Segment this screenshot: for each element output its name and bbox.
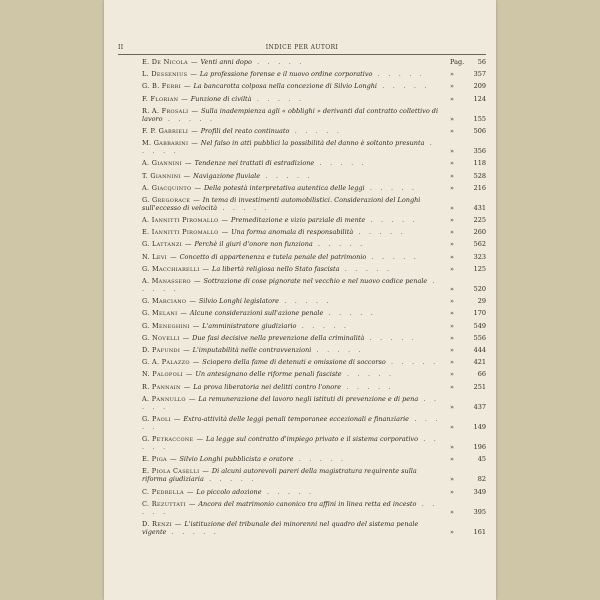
entry-author: G. Macchiarelli (142, 264, 200, 273)
entry-dash: — (192, 358, 200, 367)
entry-page (446, 346, 486, 354)
entry-dash: — (191, 139, 198, 148)
page-ref: 444 (473, 345, 486, 354)
page-ref: 395 (473, 507, 486, 516)
page-ref: 161 (473, 528, 486, 536)
entry-dash: — (170, 252, 177, 261)
page-prefix: » (450, 216, 454, 225)
dot-leader: . . . . . (261, 487, 315, 496)
entry-author: E. Piola Caselli (142, 467, 200, 476)
entry-page (446, 383, 486, 391)
entry-title: Sulla inadempienza agli « obblighi » derivanti dal contratto collettivo di lavoro (142, 106, 439, 123)
entry-title: Funzione di civiltà (190, 94, 252, 103)
entry-dash: — (174, 520, 182, 528)
entry-author: F. P. Gabrieli (142, 126, 189, 135)
entry-dash: — (194, 183, 201, 192)
entry-title: Lo piccolo adozione (196, 487, 262, 496)
entry-title: La libertà religiosa nello Stato fascista (212, 264, 340, 273)
dot-leader: . . . . . (366, 252, 420, 261)
entry-page (446, 240, 486, 248)
dot-leader: . . . . . (142, 499, 438, 516)
entry-page (446, 253, 486, 261)
page-prefix: » (450, 507, 454, 516)
page-ref: 45 (477, 455, 486, 464)
entry-author: A. Manassero (142, 277, 191, 285)
page-prefix: » (450, 240, 454, 249)
entry-dash: — (180, 309, 187, 318)
entry-dash: — (181, 94, 188, 103)
page-prefix: » (450, 321, 454, 330)
index-entry (142, 309, 486, 317)
running-title: INDICE PER AUTORI (265, 44, 339, 51)
page-prefix: » (450, 82, 454, 91)
entry-title: Una forma anomala di responsabilità (231, 228, 354, 237)
dot-leader: . . . . . (312, 240, 366, 249)
entry-dash: — (169, 455, 177, 464)
entry-dash: — (193, 277, 201, 285)
entry-title: Profili del reato continuato (200, 126, 290, 135)
dot-leader: . . . . . (339, 264, 393, 273)
entry-title: Concetto di appartenenza e tutela penale del patrimonio (179, 252, 367, 261)
entry-page (446, 508, 486, 516)
page-prefix: » (450, 183, 454, 192)
entry-page (446, 216, 486, 224)
dot-leader: . . . . . (341, 382, 394, 391)
entry-author: D. Pafundi (142, 345, 181, 354)
entry-dash: — (183, 171, 191, 180)
dot-leader: . . . . . (353, 228, 406, 237)
page-prefix: » (450, 114, 454, 123)
entry-author: G. Marciano (142, 297, 187, 306)
entry-title: Silvio Longhi legislatore (198, 297, 279, 306)
page-ref: 431 (473, 203, 486, 212)
page-prefix: » (450, 126, 454, 135)
page-ref: 170 (473, 309, 486, 318)
page-prefix: » (450, 228, 454, 237)
entry-title: L'amministratore giudiziario (202, 321, 297, 330)
entry-title: Sciopero della fame di detenuti e omissione di soccorso (202, 358, 386, 367)
entry-title: Premeditazione e vizio parziale di mente (231, 216, 366, 225)
index-entry (142, 70, 486, 78)
page-ref: 549 (473, 321, 486, 330)
entry-page (446, 322, 486, 330)
page-prefix: » (450, 475, 454, 484)
entry-author: L. Dessenius (142, 70, 188, 79)
entry-page (446, 172, 486, 180)
dot-leader: . . . . . (142, 414, 441, 431)
index-entry (142, 334, 486, 342)
page-prefix: » (450, 285, 454, 293)
page-ref: 323 (473, 252, 486, 261)
page-prefix: » (450, 358, 454, 367)
dot-leader: . . . . . (341, 370, 395, 379)
entry-dash: — (185, 370, 193, 379)
page-prefix: » (450, 455, 454, 464)
entry-dash: — (196, 435, 204, 444)
entry-page (446, 455, 486, 463)
entry-author: G. Gregorace (142, 195, 191, 204)
entry-title: Sottrazione di cose pignorate nel vecchio e nel nuovo codice penale (203, 277, 428, 285)
page-prefix: » (450, 70, 454, 79)
dot-leader: . . . . . (251, 58, 305, 66)
entry-title: Navigazione fluviale (193, 171, 261, 180)
page-prefix: » (450, 422, 454, 431)
entry-dash: — (182, 333, 190, 342)
entry-page (446, 528, 486, 536)
entry-title: Perchè il giuri d'onore non funziona (194, 240, 313, 249)
entry-title: Ancora del matrimonio canonico tra affini in linea retta ed incesto (198, 499, 417, 508)
entry-title: Della potestà interpretativa autentica delle leggi (203, 183, 365, 192)
entry-author: A. Iannitti Piromallo (142, 216, 219, 225)
index-entry (142, 455, 486, 463)
entry-title: Due fasi decisive nella prevenzione della criminalità (192, 333, 365, 342)
page-ref: 149 (473, 422, 486, 431)
page-prefix: » (450, 487, 454, 496)
entry-author: D. Renzi (142, 520, 172, 528)
entry-title: Alcune considerazioni sull'azione penale (189, 309, 324, 318)
entry-author: R. A. Frosali (142, 106, 189, 115)
page-ref: 528 (473, 171, 486, 180)
entry-page (446, 285, 486, 293)
entry-title: La professione forense e il nuovo ordine corporativo (199, 70, 373, 79)
dot-leader: . . . . . (142, 277, 438, 293)
entry-page (446, 370, 486, 378)
dot-leader: . . . . . (217, 203, 270, 212)
page-prefix: » (450, 159, 454, 168)
page-prefix: » (450, 147, 454, 156)
entry-author: A. Pannullo (142, 394, 186, 403)
dot-leader: . . . . . (279, 297, 332, 306)
entry-page (446, 265, 486, 273)
dot-leader: . . . . . (364, 333, 417, 342)
page-prefix: Pag. (450, 58, 465, 66)
entry-dash: — (190, 70, 197, 79)
author-index-list (142, 58, 486, 540)
index-entry (142, 58, 486, 66)
entry-dash: — (184, 159, 192, 168)
index-entry (142, 216, 486, 224)
dot-leader: . . . . . (289, 126, 343, 135)
entry-author: G. Lattanzi (142, 240, 182, 249)
header-rule (118, 54, 486, 55)
index-entry (142, 172, 486, 180)
page-prefix: » (450, 528, 454, 536)
entry-page (446, 127, 486, 135)
entry-page (446, 334, 486, 342)
dot-leader: . . . . . (203, 475, 257, 484)
entry-title: La legge sul contratto d'impiego privato e il sistema corporativo (206, 435, 418, 444)
dot-leader: . . . . . (251, 94, 305, 103)
dot-leader: . . . . . (260, 171, 313, 180)
index-entry (142, 500, 486, 516)
entry-dash: — (183, 345, 190, 354)
entry-author: A. Giannini (142, 159, 182, 168)
page-prefix: » (450, 370, 454, 379)
page-ref: 260 (473, 228, 486, 237)
entry-title: In tema di investimenti automobilistici. Considerazioni del Longhi sull'eccesso di velocità (142, 195, 421, 212)
page-prefix: » (450, 264, 454, 273)
index-entry (142, 358, 486, 366)
dot-leader: . . . . . (293, 455, 347, 464)
entry-page (446, 443, 486, 451)
page-ref: 124 (473, 94, 486, 103)
entry-page (446, 309, 486, 317)
entry-dash: — (221, 216, 229, 225)
entry-dash: — (193, 195, 200, 204)
entry-dash: — (188, 499, 196, 508)
entry-author: R. Pannain (142, 382, 181, 391)
page-ref: 196 (473, 443, 486, 452)
page-prefix: » (450, 402, 454, 411)
index-entry (142, 467, 486, 483)
entry-title: La bancarotta colposa nella concezione di Silvio Longhi (193, 82, 377, 91)
dot-leader: . . . . . (364, 183, 418, 192)
dot-leader: . . . . . (365, 216, 418, 225)
dot-leader: . . . . . (296, 321, 350, 330)
page-ref: 216 (473, 183, 486, 192)
index-entry (142, 277, 486, 293)
dot-leader: . . . . . (162, 114, 216, 123)
entry-title: Silvio Longhi pubblicista e oratore (179, 455, 294, 464)
index-entry (142, 196, 486, 212)
page-prefix: » (450, 252, 454, 261)
index-entry (142, 415, 486, 431)
page-ref: 421 (473, 358, 486, 367)
dot-leader: . . . . . (142, 435, 440, 452)
page-prefix: » (450, 443, 454, 452)
entry-page (446, 297, 486, 305)
entry-title: Di alcuni autorevoli pareri della magistratura requirente sulla riforma giudiziaria (142, 467, 417, 484)
index-entry (142, 240, 486, 248)
dot-leader: . . . . . (372, 70, 426, 79)
page-ref: 556 (473, 333, 486, 342)
index-entry (142, 107, 486, 123)
dot-leader: . . . . . (314, 159, 367, 168)
index-entry (142, 253, 486, 261)
index-entry (142, 488, 486, 496)
page-ref: 251 (473, 382, 486, 391)
index-entry (142, 435, 486, 451)
page-prefix: » (450, 382, 454, 391)
page-prefix: » (450, 333, 454, 342)
entry-page (446, 475, 486, 483)
entry-dash: — (192, 321, 200, 330)
page-ref: 562 (473, 240, 486, 249)
entry-dash: — (188, 394, 196, 403)
entry-dash: — (183, 82, 191, 91)
index-entry (142, 370, 486, 378)
entry-author: G. Novelli (142, 333, 180, 342)
page-ref: 520 (473, 285, 486, 293)
page-prefix: » (450, 171, 454, 180)
entry-title: L'imputabilità nelle contravvenzioni (192, 345, 312, 354)
page-ref: 56 (477, 58, 486, 66)
entry-author: G. B. Ferri (142, 82, 181, 91)
entry-author: E. Iannitti Piromallo (142, 228, 219, 237)
entry-dash: — (202, 264, 209, 273)
page-prefix: » (450, 309, 454, 318)
entry-page (446, 184, 486, 192)
dot-leader: . . . . . (311, 345, 364, 354)
entry-page (446, 228, 486, 236)
index-entry (142, 395, 486, 411)
entry-author: T. Giannini (142, 171, 181, 180)
entry-page (446, 147, 486, 155)
entry-author: M. Gabbarini (142, 139, 189, 148)
page-ref: 209 (473, 82, 486, 91)
entry-page (446, 58, 486, 66)
entry-page (446, 488, 486, 496)
entry-page (446, 204, 486, 212)
dot-leader: . . . . . (142, 139, 435, 156)
page-ref: 29 (477, 297, 486, 306)
dot-leader: . . . . . (385, 358, 439, 367)
entry-title: Extra-attività delle leggi penali temporanee eccezionali e finanziarie (183, 414, 410, 423)
entry-title: L'istituzione del tribunale dei minorenni nel quadro del sistema penale vigente (142, 520, 419, 536)
page-prefix: » (450, 94, 454, 103)
entry-page (446, 423, 486, 431)
entry-author: C. Rezuttati (142, 499, 186, 508)
entry-page (446, 358, 486, 366)
page-prefix: » (450, 345, 454, 354)
index-entry (142, 228, 486, 236)
page-ref: 437 (473, 402, 486, 411)
index-entry (142, 127, 486, 135)
index-entry (142, 95, 486, 103)
entry-dash: — (189, 297, 196, 306)
entry-title: Tendenze nei trattati di estradizione (194, 159, 315, 168)
page-ref: 66 (477, 370, 486, 379)
page-prefix: » (450, 203, 454, 212)
entry-title: La prova liberatoria nei delitti contro l'onore (193, 382, 342, 391)
index-entry (142, 159, 486, 167)
entry-page (446, 159, 486, 167)
entry-page (446, 82, 486, 90)
index-entry (142, 322, 486, 330)
page-ref: 356 (473, 147, 486, 156)
page-prefix: » (450, 297, 454, 306)
index-entry (142, 139, 486, 155)
entry-page (446, 115, 486, 123)
entry-page (446, 70, 486, 78)
dot-leader: . . . . . (323, 309, 377, 318)
entry-title: La remunerazione del lavoro negli istituti di prevenzione e di pena (198, 394, 419, 403)
page-ref: 225 (473, 216, 486, 225)
entry-author: G. Paoli (142, 414, 171, 423)
dot-leader: . . . . . (166, 528, 220, 536)
index-entry (142, 520, 486, 536)
page-ref: 349 (473, 487, 486, 496)
page-ref: 155 (473, 114, 486, 123)
page-ref: 506 (473, 126, 486, 135)
entry-author: E. Piga (142, 455, 167, 464)
entry-page (446, 95, 486, 103)
entry-title: Venti anni dopo (200, 58, 252, 66)
entry-dash: — (173, 414, 181, 423)
entry-page (446, 403, 486, 411)
index-entry (142, 265, 486, 273)
entry-author: N. Palopoli (142, 370, 183, 379)
entry-dash: — (183, 382, 191, 391)
entry-title: Un antesignano delle riforme penali fasciste (195, 370, 342, 379)
entry-author: G. Meneghini (142, 321, 190, 330)
page-ref: 118 (473, 159, 486, 168)
entry-dash: — (191, 126, 198, 135)
dot-leader: . . . . . (142, 394, 440, 411)
index-entry (142, 383, 486, 391)
entry-title: Nel falso in atti pubblici la possibilità del danno è soltanto presunta (200, 139, 425, 148)
dot-leader: . . . . . (377, 82, 430, 91)
entry-dash: — (191, 106, 198, 115)
entry-dash: — (221, 228, 229, 237)
entry-author: N. Levi (142, 252, 168, 261)
entry-author: G. Melani (142, 309, 178, 318)
entry-dash: — (190, 58, 198, 66)
page-ref: 125 (473, 264, 486, 273)
entry-author: A. Giacquinto (142, 183, 192, 192)
entry-dash: — (202, 467, 209, 476)
entry-author: G. Petraccone (142, 435, 194, 444)
entry-author: C. Pedrella (142, 487, 184, 496)
entry-author: F. Florian (142, 94, 179, 103)
index-entry (142, 184, 486, 192)
entry-dash: — (186, 487, 194, 496)
index-entry (142, 297, 486, 305)
page-ref: 82 (477, 475, 486, 484)
entry-dash: — (184, 240, 192, 249)
entry-author: E. De Nicola (142, 58, 188, 66)
page-ref: 357 (473, 70, 486, 79)
index-entry (142, 82, 486, 90)
page-number: II (118, 44, 124, 51)
index-entry (142, 346, 486, 354)
entry-author: G. A. Palazzo (142, 358, 190, 367)
